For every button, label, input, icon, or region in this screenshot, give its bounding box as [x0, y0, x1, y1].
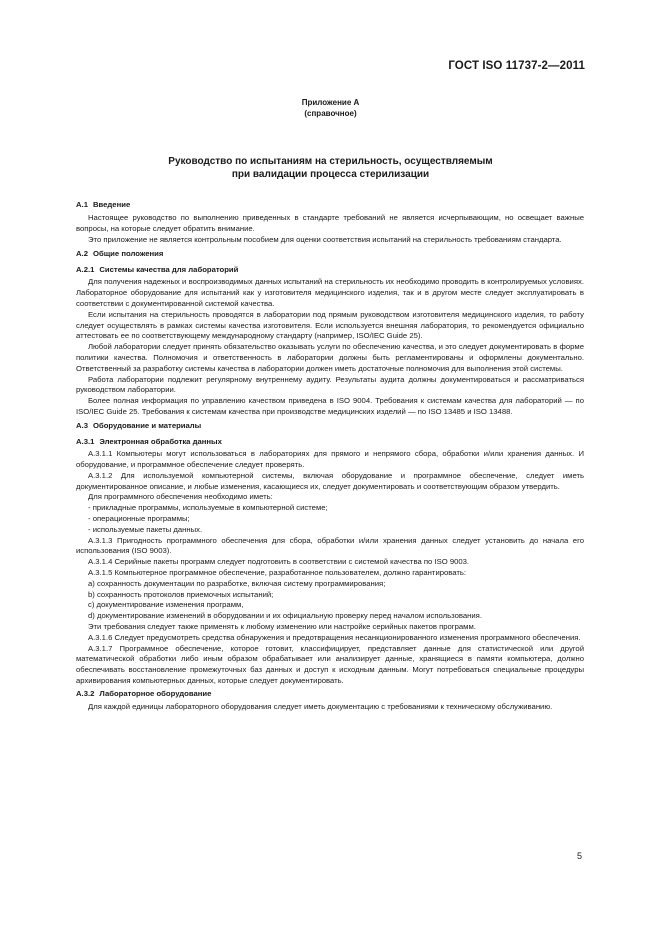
- section-title: Оборудование и материалы: [92, 420, 202, 430]
- document-title: [0, 155, 661, 181]
- section-title: Лабораторное оборудование: [99, 689, 212, 699]
- annex-title: Приложение А: [301, 98, 360, 107]
- list-item: c) документирование изменения программ,: [88, 600, 244, 610]
- paragraph: Если испытания на стерильность проводятся в лаборатории под прямым руководством изготовителя медицинского изделия, то работу следует осуществлять в рамках системы качества изготовителя. Если используется внешняя лаборатория, то рекомендуется официально аттестовать ее по соответствующему международному стандарту (например, ISO/IEC Guide 25).: [76, 309, 584, 341]
- section-number: А.3: [76, 420, 88, 430]
- paragraph: Эти требования следует также применять к любому изменению или настройке серийных пакетов программ.: [88, 622, 476, 632]
- paragraph: А.3.1.2 Для используемой компьютерной системы, включая оборудование и программное обеспечение, следует иметь документированное описание, и любые изменения, касающиеся их, следует документировать и соответствующим образом утвердить.: [76, 470, 584, 491]
- subsection-heading-a31: [76, 434, 584, 449]
- paragraph: Для каждой единицы лабораторного оборудования следует иметь документацию с требованиями к техническому обслуживанию.: [88, 702, 553, 712]
- section-number: А.3.2: [76, 689, 95, 699]
- paragraph: Более полная информация по управлению качеством приведена в ISO 9004. Требования к системам качества для лабораторий — по ISO/IEC Guide 25. Требования к системам качества при производстве медицинских изделий — по ISO 13485 и ISO 13488.: [76, 396, 584, 416]
- paragraph: А.3.1.3 Пригодность программного обеспечения для сбора, обработки и/или хранения данных следует установить до начала его использования (ISO 9003).: [76, 535, 584, 556]
- section-heading-a1: [76, 197, 584, 213]
- list-item: d) документирование изменений в оборудовании и их официальную проверку перед началом использования.: [88, 611, 482, 621]
- section-heading-a3: [76, 418, 584, 434]
- section-title: Системы качества для лабораторий: [99, 264, 239, 274]
- section-title: Электронная обработка данных: [99, 436, 222, 446]
- paragraph: Это приложение не является контрольным пособием для оценки соответствия испытаний на стерильность требованиям стандарта.: [88, 234, 562, 244]
- paragraph: Настоящее руководство по выполнению приведенных в стандарте требований не является исчерпывающим, но освещает важные вопросы, на которые следует обратить внимание.: [76, 213, 584, 234]
- paragraph: А.3.1.7 Программное обеспечение, которое готовит, классифицирует, представляет данные для статистической или другой математической обработки либо иным образом обрабатывает или анализирует данные, хранящиеся в памяти компьютера, должно обеспечивать восстановление промежуточных баз данных и доступ к исходным данным. Могут потребоваться специальные процедуры архивирования компьютерных данных, которые следует документировать.: [76, 643, 584, 686]
- section-heading-a2: [76, 246, 584, 262]
- paragraph: Для получения надежных и воспроизводимых данных испытаний на стерильность их необходимо проводить в контролируемых условиях. Лабораторное оборудование для испытаний как у изготовителя медицинского изделия, так и в другом месте следует эксплуатировать в соответствии с документированной системой качества.: [76, 277, 584, 308]
- paragraph: Для программного обеспечения необходимо иметь:: [88, 492, 273, 502]
- annex-heading: [0, 97, 661, 119]
- subsection-heading-a32: [76, 687, 584, 702]
- section-number: А.2: [76, 248, 88, 258]
- paragraph: Работа лаборатории подлежит регулярному внутреннему аудиту. Результаты аудита должны документироваться и рассматриваться руководством лаборатории.: [76, 374, 584, 395]
- list-item: b) сохранность протоколов приемочных испытаний;: [88, 589, 274, 599]
- subsection-heading-a21: [76, 262, 584, 277]
- list-item: - используемые пакеты данных.: [88, 524, 203, 534]
- document-title-line-2: при валидации процесса стерилизации: [231, 169, 430, 180]
- section-number: А.2.1: [76, 264, 95, 274]
- list-item: - операционные программы;: [88, 514, 190, 524]
- section-number: А.3.1: [76, 436, 95, 446]
- page-number: 5: [576, 851, 582, 861]
- document-title-line-1: Руководство по испытаниям на стерильность, осуществляемым: [168, 156, 493, 167]
- paragraph: А.3.1.6 Следует предусмотреть средства обнаружения и предотвращения несанкционированного изменения программного обеспечения.: [88, 632, 581, 642]
- paragraph: А.3.1.1 Компьютеры могут использоваться в лабораториях для прямого и непрямого сбора, обработки и/или хранения данных. И оборудование, и программное обеспечение следует проверять.: [76, 449, 584, 470]
- list-item: a) сохранность документации по разработке, включая систему программирования;: [88, 578, 386, 588]
- paragraph: А.3.1.4 Серийные пакеты программ следует подготовить в соответствии с системой качества по ISO 9003.: [88, 557, 470, 567]
- paragraph: Любой лаборатории следует принять обязательство оказывать услуги по обеспечению качества, и это следует документировать в форме политики качества. Полномочия и ответственность в лаборатории должны быть регламентированы и оформлены документально. Ответственный за разработку системы качества в лаборатории должен иметь достаточные полномочия для выполнения этой системы.: [76, 342, 584, 373]
- section-number: А.1: [76, 199, 88, 209]
- standard-designation: ГОСТ ISO 11737-2—2011: [448, 60, 585, 72]
- paragraph: А.3.1.5 Компьютерное программное обеспечение, разработанное пользователем, должно гарантировать:: [88, 568, 467, 578]
- annex-type: (справочное): [304, 109, 357, 118]
- body-text: [76, 197, 584, 713]
- section-title: Введение: [92, 199, 131, 209]
- section-title: Общие положения: [92, 248, 164, 258]
- list-item: - прикладные программы, используемые в компьютерной системе;: [88, 503, 328, 513]
